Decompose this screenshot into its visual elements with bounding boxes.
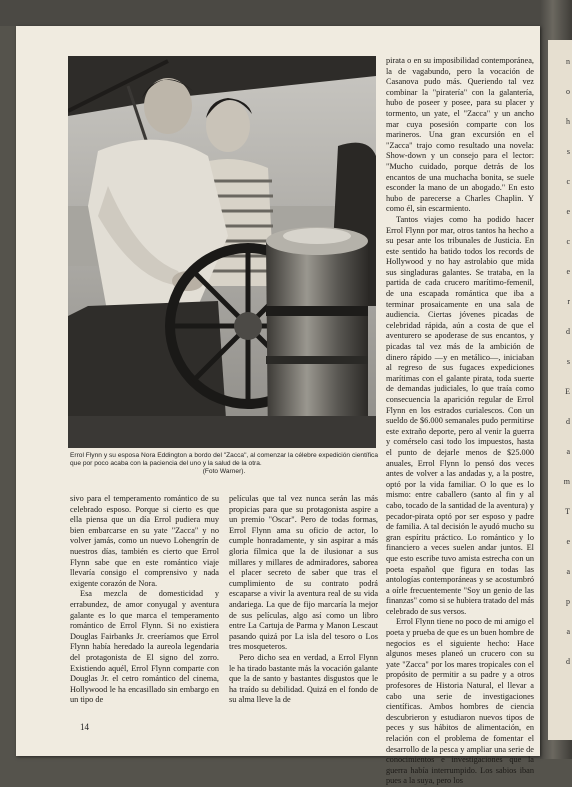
adjacent-page-fragment: o (566, 87, 570, 96)
adjacent-page-fragment: a (566, 567, 570, 576)
paragraph: Pero dicho sea en verdad, a Errol Flynn le ha tirado bastante más la vocación galante que la de santo y bastantes disgustos que le ha traído su debilidad. Quizá en el fondo de su alma lleve la de (229, 652, 378, 705)
paragraph: Esa mezcla de domesticidad y errabundez, de amor conyugal y aventura galante es lo que marca el temperamento romántico de Errol Flynn. Si no existiera Douglas Fairbanks Jr. creeríamos que Errol Flynn había heredado la aureola legendaria del protagonista de El signo del zorro. Existiendo aquél, Errol Flynn comparte con Douglas Jr. el cetro romántico del cinema, Hollywood le ha encasillado sin embargo en un tipo de (70, 589, 219, 705)
adjacent-page-fragment: d (566, 417, 570, 426)
adjacent-page-fragment: E (565, 387, 570, 396)
paragraph: pirata o en su imposibilidad contemporánea, la de vagabundo, pero la vocación de Casanova pudo más. Queriendo tal vez combinar la "piratería" con la galantería, hubo de poseer y posee, para su placer y tormento, un yate, el "Zacca" y un ancho mar cuya posesión comparte con los marineros. Una gran excursión en el "Zacca" trajo como resultado una novela: Show-down y un consejo para el lector: "Mucho cuidado, porque detrás de los encantos de una muchacha bonita, se suele esconder la mano de un abogado." En esto hubo de parecerse a Charles Chaplin. Y como él, sin escarmiento. (386, 56, 534, 214)
photograph (68, 56, 376, 448)
paragraph: películas que tal vez nunca serán las más propicias para que su protagonista aspire a un premio "Oscar". Pero de todas formas, Errol Flynn ama su oficio de actor, lo cumple honradamente, y sin aspirar a más gloria fílmica que la de ilusionar a sus millares y millares de admiradores, saborea el placer secreto de saber que tras el cumplimiento de su contrato podrá escaparse a vivir la aventura real de su vida andariega. La que de fijo marcaría la mejor de sus películas, algo así como un libro entre La Cartuja de Parma y Manon Lescaut pasando quizá por La isla del tesoro o Los tres mosqueteros. (229, 494, 378, 652)
adjacent-page-fragment: c (566, 177, 570, 186)
adjacent-page-fragment: m (563, 477, 570, 486)
text-column-right (386, 56, 534, 787)
adjacent-page-fragment: e (566, 207, 570, 216)
adjacent-page-fragment: d (566, 327, 570, 336)
photo-illustration (68, 56, 376, 448)
caption-text: Errol Flynn y su esposa Nora Eddington a bordo del "Zacca", al comenzar la célebre expedición científica que por poco acaba con la paciencia del uno y la salud de la otra. (70, 452, 378, 468)
adjacent-page (548, 40, 572, 740)
adjacent-page-fragment: n (566, 57, 570, 66)
paragraph: Tantos viajes como ha podido hacer Errol Flynn por mar, otros tantos ha hecho a su pesar ante los tribunales de Justicia. En este sentido ha batido todos los records de Hollywood y no hay astrolabio que mida sus singladuras galantes. Se trataba, en la partida de cada crucero marítimo-femenil, de una escapada romántica que iba a terminar prosaicamente en una sala de audiencia. Ciertas jóvenes picadas de celebridad rápida, aún a costa de que el aventurero se apoderase de sus encantos, y picadas tal vez más de la ambición de dinero rápido —y en metálico—, iniciaban al regreso de sus fugaces expediciones marítimas con el galante pirata, toda suerte de demandas judiciales, lo que traía como consecuencia la aparición regular de Errol Flynn en los estrados curialescos. Con un sueldo de $6.000 semanales pudo permitirse este extraño deporte, pero al venir la guerra y comérselo casi todo los impuestos, hasta el punto de dejarle menos de $25.000 anuales, Errol Flynn lo pensó dos veces antes de volver a las andadas y, a la postre, optó por la vida familiar. O lo que es lo mismo: entre caballero (santo al fin y al cabo, tocado de la santidad de la aventura) y pecador-pirata optó por ser esposo y padre de familia. A tal decisión le ayudó mucho su gran espíritu práctico. Lo romántico y lo financiero a veces suelen andar juntos. El que esto escribe tuvo amista estrecha con un poeta español que figura en todas las antologías contemporáneas y se acostumbró a oírle frecuentemente "Soy un genio de las finanzas" como si se hubiera tratado del más celebrado de sus versos. (386, 214, 534, 616)
text-column-middle (229, 494, 378, 706)
text-column-left (70, 494, 219, 706)
paragraph: sivo para el temperamento romántico de su celebrado esposo. Porque si cierto es que ella piensa que un día Errol pudiera muy bien embarcarse en su yate "Zacca" y no volver jamás, como un nuevo Lohengrín de nuestros días, también es cierto que Errol Flynn sabe que en este romántico viaje llevaría consigo el comprensivo y nada exigente corazón de Nora. (70, 494, 219, 588)
adjacent-page-fragment: e (566, 267, 570, 276)
adjacent-page-fragment: r (567, 297, 570, 306)
adjacent-page-fragment: p (566, 597, 570, 606)
adjacent-page-fragment: s (566, 147, 570, 156)
page-number: 14 (80, 722, 89, 732)
adjacent-page-fragment: e (566, 537, 570, 546)
background-top (0, 0, 572, 26)
adjacent-page-fragment: a (566, 627, 570, 636)
caption-credit: (Foto Warner). (202, 468, 246, 476)
adjacent-page-fragment: T (565, 507, 570, 516)
adjacent-page-fragment: h (566, 117, 570, 126)
paragraph: Errol Flynn tiene no poco de mi amigo el poeta y prueba de que es un buen hombre de negocios es el siguiente hecho: Hace algunos meses planeó un crucero con su yate "Zacca" por los mares tropicales con el propósito de permitir a su padre y a otros profesores de Historia Natural, el llevar a cabo una serie de investigaciones científicas. Ambos hombres de ciencia descubrieron y estudiaron nuevos tipos de peces y sus hábitos de alimentación, en relación con el problema de fomentar el desarrollo de la pesca y ampliar una serie de conocimientos e investigaciones que la guerra había interrumpido. Los sabios iban pues a la suya, pero los (386, 617, 534, 786)
photo-caption (70, 452, 378, 477)
adjacent-page-fragment: c (566, 237, 570, 246)
adjacent-page-fragment: a (566, 447, 570, 456)
adjacent-page-fragment: d (566, 657, 570, 666)
adjacent-page-fragment: s (566, 357, 570, 366)
